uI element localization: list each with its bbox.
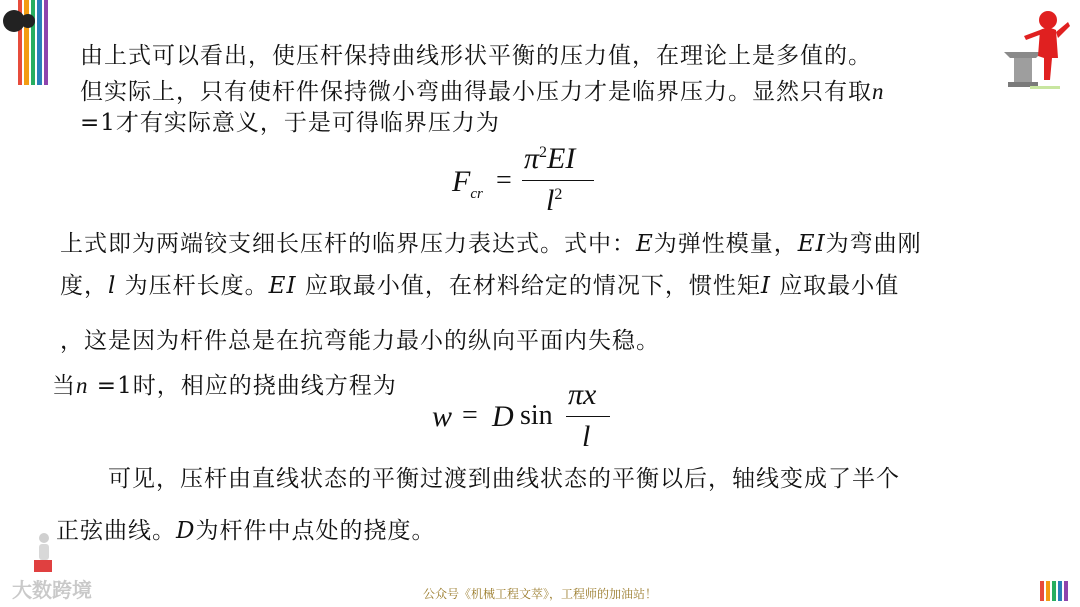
stripe (44, 0, 48, 85)
text-line-6: ，这是因为杆件总是在抗弯能力最小的纵向平面内失稳。 (60, 328, 660, 354)
text-line-2 (80, 80, 885, 104)
text-line-5-a: 度， (60, 273, 108, 299)
text-line-4-a: 上式即为两端铰支细长压杆的临界压力表达式。式中： (60, 231, 636, 257)
text-line-9-b: 为杆件中点处的挠度。 (195, 518, 436, 544)
variable-n: n (872, 79, 885, 104)
formula1-lhs: $F_{cr}$ (452, 165, 483, 202)
text-line-7 (52, 374, 397, 398)
text-line-4-b: 为弹性模量， (653, 231, 798, 257)
text-line-7-a: 当 (52, 373, 76, 399)
variable-D: D (176, 518, 196, 544)
formula2-numerator: πx (568, 378, 597, 411)
formula2-equals: = (462, 400, 478, 431)
formula2-coef: D (492, 400, 514, 433)
text-line-3: =1才有实际意义，于是可得临界压力为 (80, 110, 500, 136)
text-line-8: 可见，压杆由直线状态的平衡过渡到曲线状态的平衡以后，轴线变成了半个 (108, 466, 900, 492)
formula2-denominator: l (582, 420, 591, 453)
variable-EI: EI (797, 231, 826, 257)
formula1-numerator: $\pi^2EI$ (524, 142, 576, 175)
text-line-5-b: 为压杆长度。 (116, 273, 269, 299)
text-line-9 (56, 520, 435, 543)
speaker-figure-icon (986, 0, 1074, 92)
logo-icon (3, 8, 35, 33)
text-line-7-b: =1时，相应的挠曲线方程为 (88, 373, 397, 399)
text-line-4 (60, 233, 922, 256)
stripe (37, 0, 41, 85)
thinker-figure-icon (30, 532, 56, 576)
formula2-sin: sin (520, 400, 553, 431)
variable-n-2: n (76, 373, 89, 398)
text-line-9-pre: 正弦曲线。 (56, 518, 176, 544)
text-line-5-d: 应取最小值 (770, 273, 900, 299)
text-line-5-c: 应取最小值，在材料给定的情况下，惯性矩 (296, 273, 761, 299)
formula-critical-force (452, 140, 612, 220)
formula1-fraction-bar (522, 180, 594, 181)
text-line-1: 由上式可以看出，使压杆保持曲线形状平衡的压力值，在理论上是多值的。 (80, 43, 872, 69)
variable-l: l (108, 273, 117, 299)
variable-I: I (760, 273, 771, 299)
variable-EI-2: EI (268, 273, 297, 299)
text-line-2-body: 但实际上，只有使杆件保持微小弯曲得最小压力才是临界压力。显然只有取 (80, 79, 872, 105)
formula1-equals: = (496, 165, 512, 196)
text-line-5 (60, 275, 899, 298)
text-line-4-c: 为弯曲刚 (825, 231, 922, 257)
formula2-fraction-bar (566, 416, 610, 417)
brand-watermark: 大数跨境 (12, 578, 92, 602)
formula1-denominator: $l^2$ (546, 184, 563, 217)
footer-note: 公众号《机械工程文萃》，工程师的加油站！ (422, 587, 657, 601)
corner-bars-icon (1040, 581, 1068, 601)
variable-E: E (636, 231, 654, 257)
formula2-lhs: w (432, 400, 453, 433)
formula-deflection-curve (432, 380, 622, 460)
